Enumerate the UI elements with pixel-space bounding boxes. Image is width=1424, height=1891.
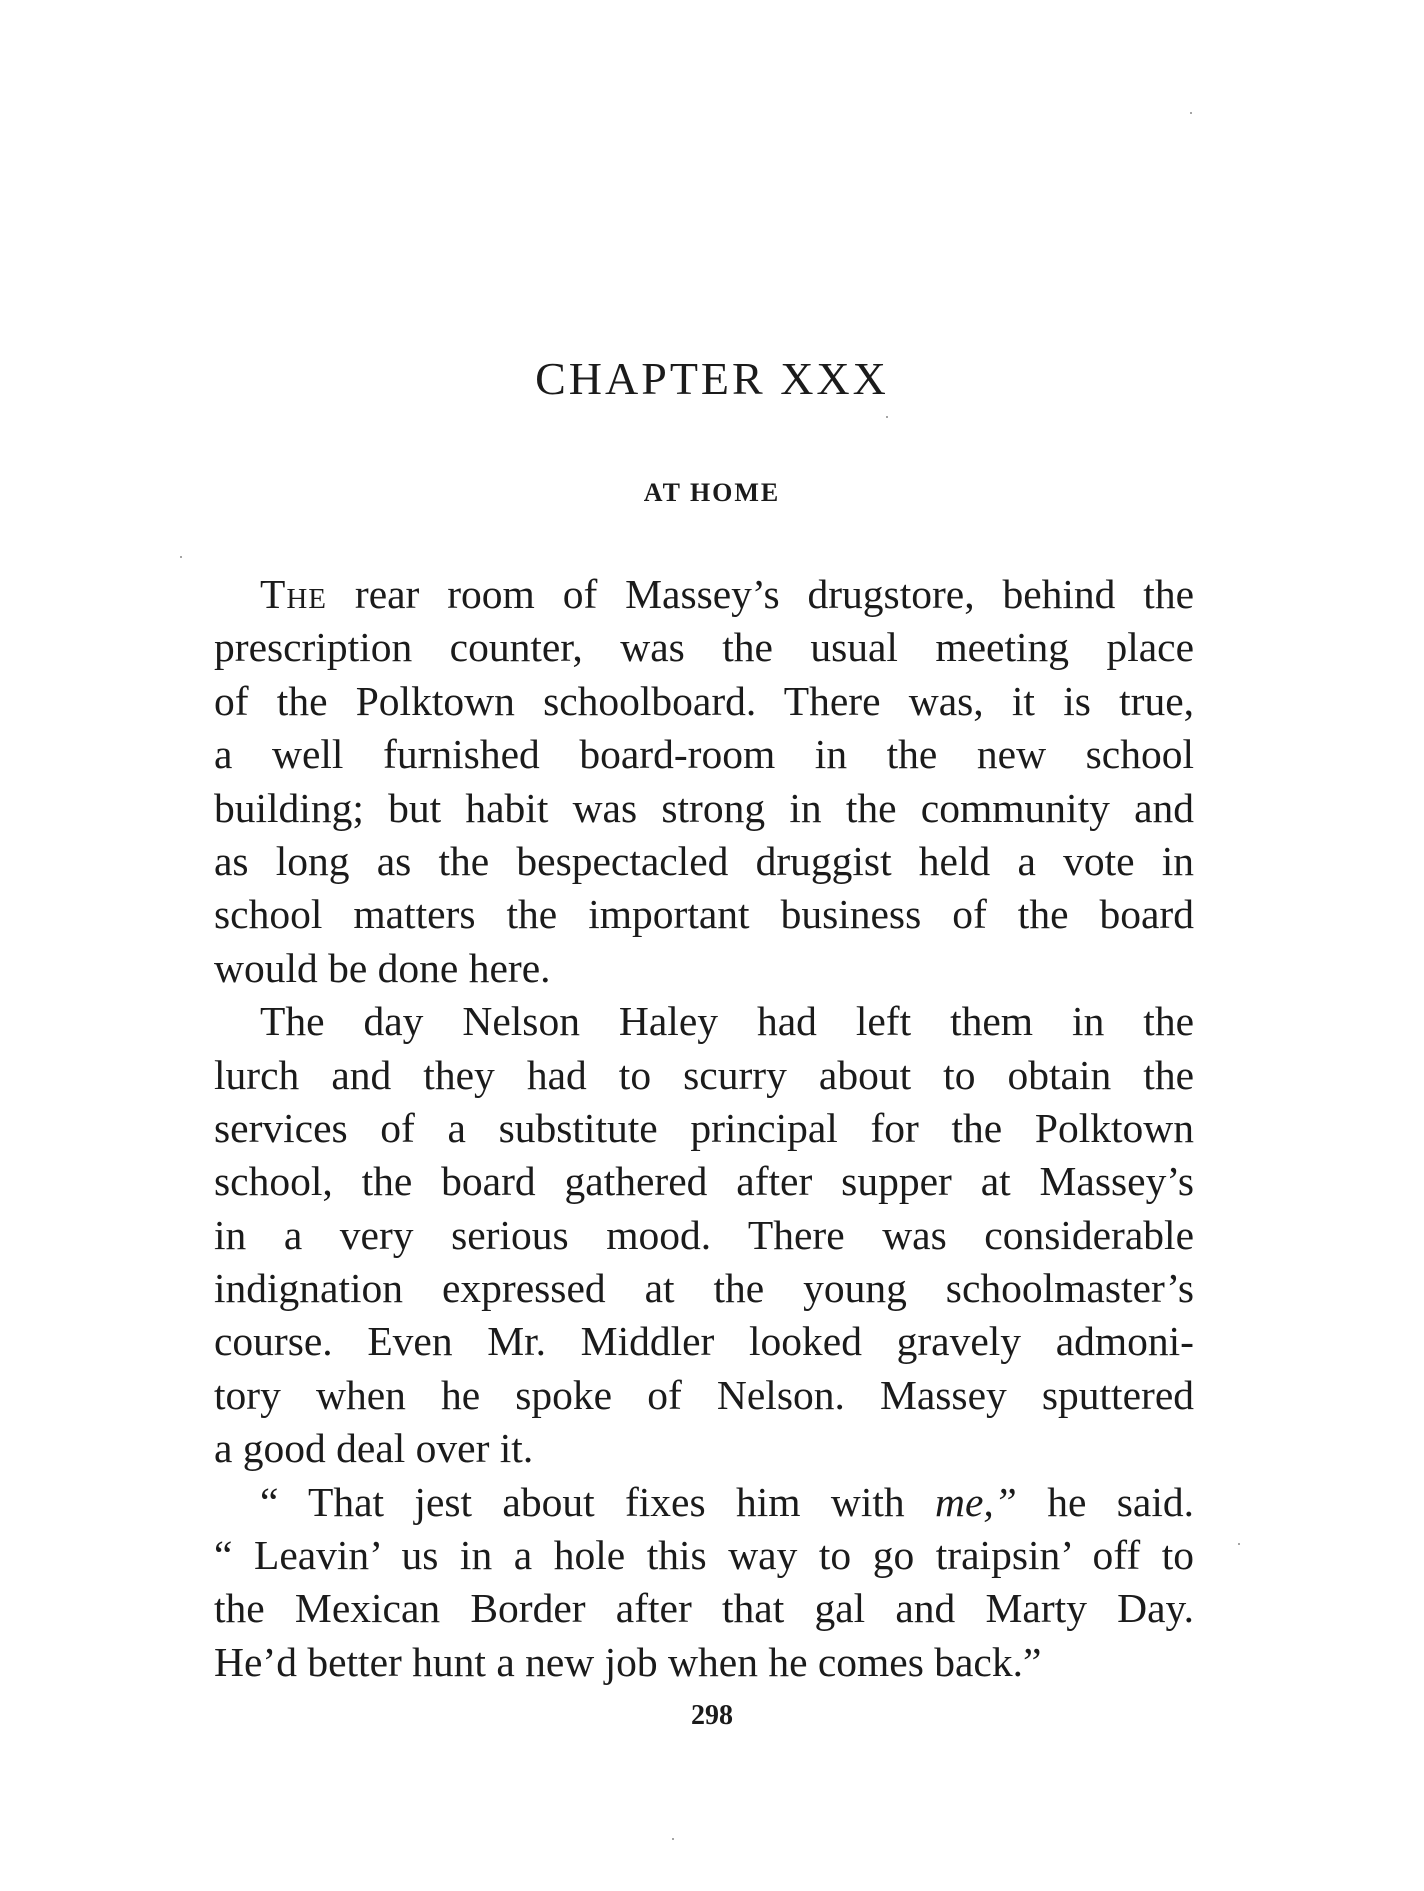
body-line: services of a substitute principal for the Polktown — [214, 1104, 1194, 1151]
body-line: tory when he spoke of Nelson. Massey sputtered — [214, 1371, 1194, 1418]
chapter-title: CHAPTER XXX — [535, 353, 889, 404]
body-line: prescription counter, was the usual meeting place — [214, 624, 1194, 671]
scan-speck — [1190, 112, 1192, 114]
body-line: would be done here. — [214, 944, 551, 991]
body-line: the Mexican Border after that gal and Marty Day. — [214, 1585, 1194, 1632]
body-line: a well furnished board-room in the new school — [214, 731, 1194, 778]
body-line: The day Nelson Haley had left them in the — [260, 998, 1194, 1045]
body-line: The rear room of Massey’s drugstore, behind the — [260, 571, 1194, 617]
drop-word: The — [260, 571, 328, 617]
body-line: building; but habit was strong in the community and — [214, 784, 1194, 831]
scan-speck — [180, 556, 182, 558]
scan-speck — [886, 416, 888, 418]
body-line: a good deal over it. — [214, 1425, 534, 1472]
chapter-body — [214, 568, 1194, 1689]
scan-speck — [672, 1838, 674, 1840]
body-line: as long as the bespectacled druggist held a vote in — [214, 837, 1194, 884]
body-line: “ Leavin’ us in a hole this way to go traipsin’ off to — [214, 1532, 1194, 1579]
body-line: school matters the important business of the board — [214, 891, 1194, 938]
page-number: 298 — [691, 1700, 733, 1731]
chapter-subtitle: AT HOME — [643, 478, 781, 507]
body-line: He’d better hunt a new job when he comes back.” — [214, 1638, 1042, 1685]
body-line: course. Even Mr. Middler looked gravely admoni- — [214, 1318, 1194, 1365]
emphasis: me,” — [935, 1478, 1017, 1525]
body-line: “ That jest about fixes him with me,” he said. — [260, 1478, 1194, 1525]
body-line: indignation expressed at the young schoolmaster’s — [214, 1265, 1194, 1312]
body-line: of the Polktown schoolboard. There was, it is true, — [214, 677, 1194, 724]
body-line: school, the board gathered after supper at Massey’s — [214, 1158, 1194, 1205]
body-line: in a very serious mood. There was considerable — [214, 1211, 1194, 1258]
scan-speck — [1238, 1543, 1240, 1545]
body-line: lurch and they had to scurry about to obtain the — [214, 1051, 1194, 1098]
